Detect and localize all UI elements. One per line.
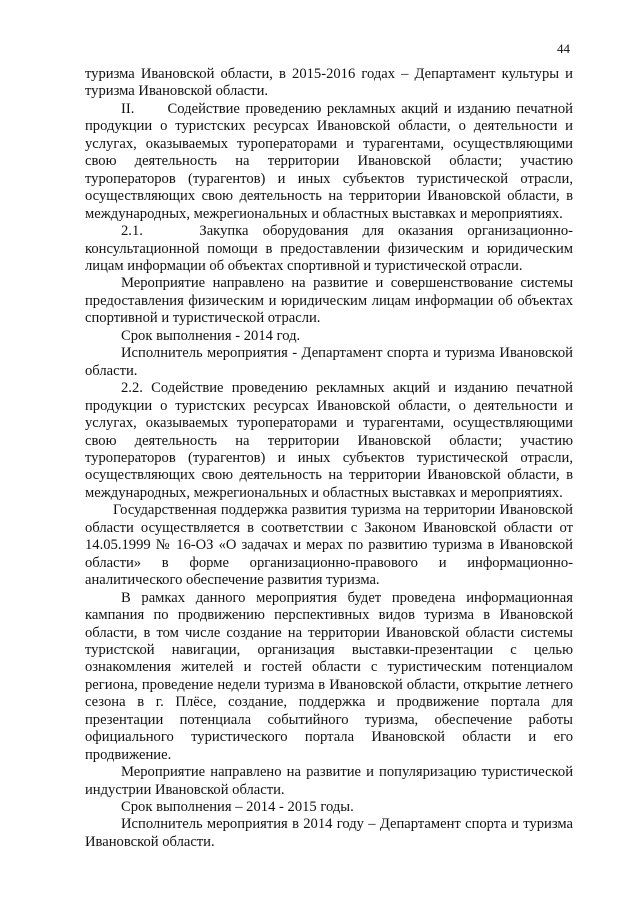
paragraph-item-2-2: 2.2. Содействие проведению рекламных акций и изданию печатной продукции о туристских ресурсах Ивановской области, о деятельности и услугах, оказываемых туроператорами и турагентами, осуществляющими свою деятельность на территории Ивановской области; участию туроператоров (турагентов) и иных субъектов туристической отрасли, осуществляющих свою деятельность на территории Ивановской области, в международных, межрегиональных и областных выставках и мероприятиях.: [85, 380, 573, 501]
paragraph-executor-2-2: Исполнитель мероприятия в 2014 году – Департамент спорта и туризма Ивановской области.: [85, 816, 573, 850]
paragraph-executor-2-1: Исполнитель мероприятия - Департамент спорта и туризма Ивановской области.: [85, 345, 573, 379]
paragraph-campaign: В рамках данного мероприятия будет проведена информационная кампания по продвижению перспективных видов туризма в Ивановской области, в том числе создание на территории Ивановской области системы туристской навигации, организация выставки-презентации с целью ознакомления жителей и гостей области с туристическим потенциалом региона, проведение недели туризма в Ивановской области, открытие летнего сезона в г. Плёсе, создание, поддержка и продвижение портала для презентации потенциала событийного туризма, обеспечение работы официального туристического портала Ивановской области и его продвижение.: [85, 589, 573, 763]
document-body: [85, 66, 573, 851]
paragraph-deadline-2-1: Срок выполнения - 2014 год.: [121, 327, 301, 344]
paragraph-purpose-2-1: Мероприятие направлено на развитие и совершенствование системы предоставления физическим и юридическим лицам информации об объектах спортивной и туристической отрасли.: [85, 275, 573, 327]
paragraph-state-support: Государственная поддержка развития туризма на территории Ивановской области осуществляется в соответствии с Законом Ивановской области от 14.05.1999 № 16-ОЗ «О задачах и мерах по развитию туризма в Ивановской области» в форме организационно-правового и информационно-аналитического обеспечение развития туризма.: [85, 502, 573, 589]
page-number: 44: [557, 41, 570, 56]
paragraph-purpose-2-2: Мероприятие направлено на развитие и популяризацию туристической индустрии Ивановской области.: [85, 764, 573, 798]
paragraph-item-2-1: 2.1. Закупка оборудования для оказания организационно-консультационной помощи в предоставлении физическим и юридическим лицам информации об объектах спортивной и туристической отрасли.: [85, 223, 573, 274]
paragraph-continuation: туризма Ивановской области, в 2015-2016 годах – Департамент культуры и туризма Ивановской области.: [85, 66, 573, 100]
section-heading-ii: II. Содействие проведению рекламных акций и изданию печатной продукции о туристских ресурсах Ивановской области, о деятельности и услугах, оказываемых туроператорами и турагентами, осуществляющими свою деятельность на территории Ивановской области; участию туроператоров (турагентов) и иных субъектов туристической отрасли, осуществляющих свою деятельность на территории Ивановской области, в международных, межрегиональных и областных выставках и мероприятиях.: [85, 100, 573, 222]
paragraph-deadline-2-2: Срок выполнения – 2014 - 2015 годы.: [121, 799, 354, 816]
